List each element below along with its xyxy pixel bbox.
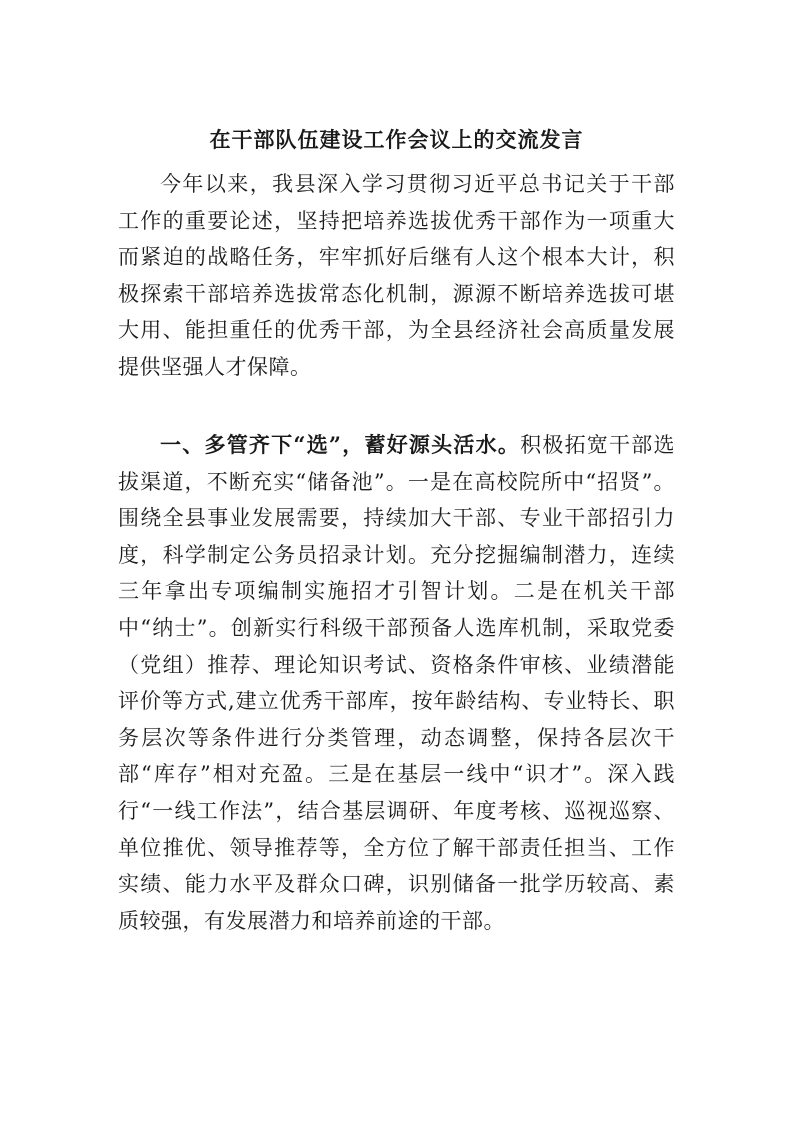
section-one-paragraph [118,427,675,939]
section-one-text: 积极拓宽干部选拔渠道，不断充实“储备池”。一是在高校院所中“招贤”。围绕全县事业发展需要，持续加大干部、专业干部招引力度，科学制定公务员招录计划。充分挖掘编制潜力，连续三年拿出专项编制实施招才引智计划。二是在机关干部中“纳士”。创新实行科级干部预备人选库机制，采取党委（党组）推荐、理论知识考试、资格条件审核、业绩潜能评价等方式,建立优秀干部库，按年龄结构、专业特长、职务层次等条件进行分类管理，动态调整，保持各层次干部“库存”相对充盈。三是在基层一线中“识才”。深入践行“一线工作法”，结合基层调研、年度考核、巡视巡察、单位推优、领导推荐等，全方位了解干部责任担当、工作实绩、能力水平及群众口碑，识别储备一批学历较高、素质较强，有发展潜力和培养前途的干部。 [118,433,675,933]
intro-paragraph-text: 今年以来，我县深入学习贯彻习近平总书记关于干部工作的重要论述，坚持把培养选拔优秀干部作为一项重大而紧迫的战略任务，牢牢抓好后继有人这个根本大计，积极探索干部培养选拔常态化机制，源源不断培养选拔可堪大用、能担重任的优秀干部，为全县经济社会高质量发展提供坚强人才保障。 [118,172,675,379]
intro-paragraph [118,166,675,386]
document-title: 在干部队伍建设工作会议上的交流发言 [209,127,584,152]
section-one-heading: 一、多管齐下“选”，蓄好源头活水。 [160,432,521,457]
